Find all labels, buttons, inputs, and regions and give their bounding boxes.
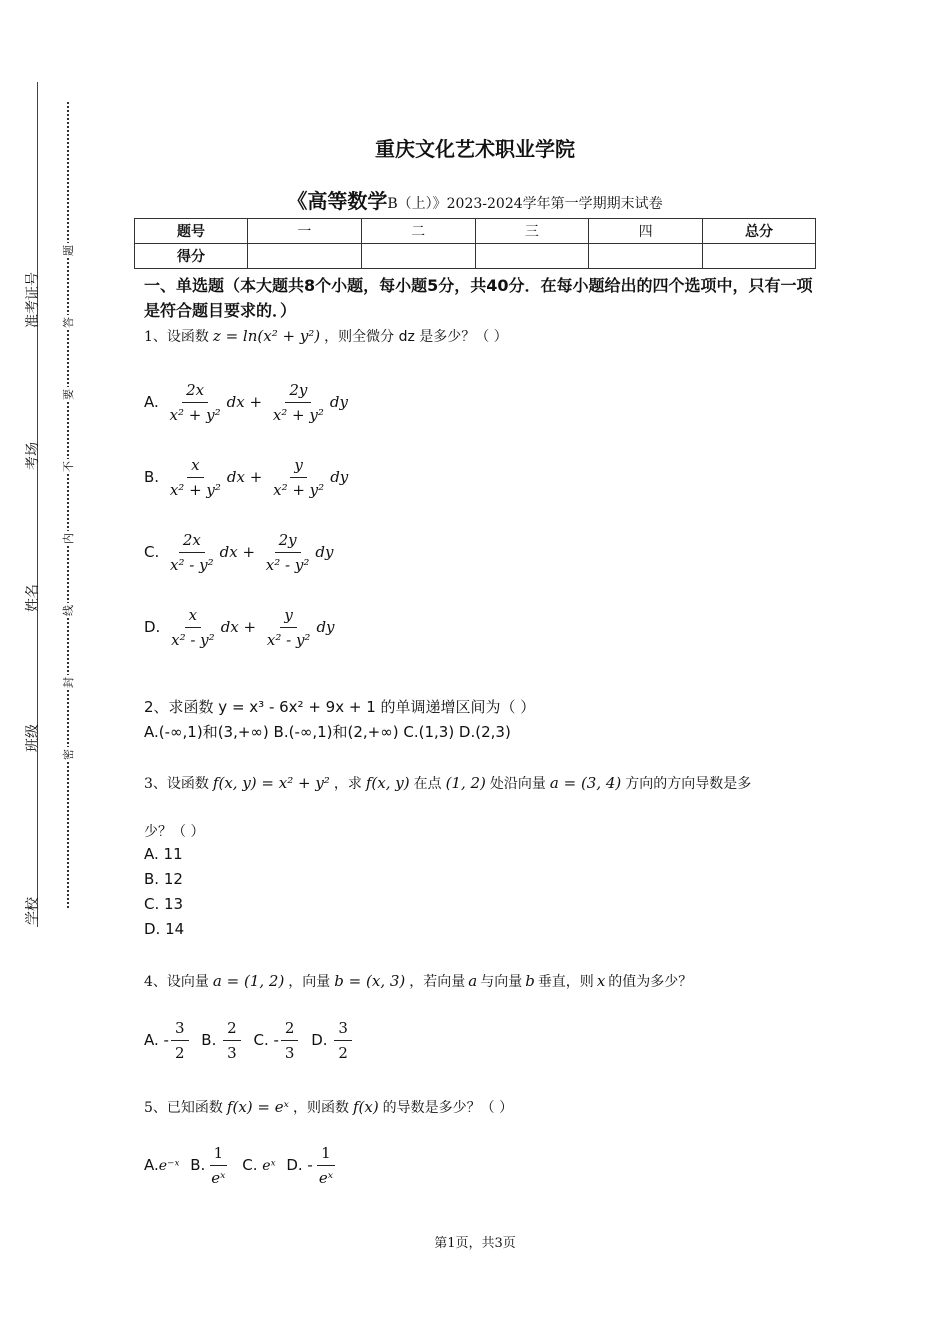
- numerator: 2x: [179, 530, 205, 553]
- denominator: 2: [174, 1044, 185, 1062]
- q4-options: [144, 1018, 354, 1063]
- formula: a: [468, 972, 478, 990]
- formula: b: [525, 972, 535, 990]
- dy: dy: [316, 618, 335, 636]
- formula: f(x) = eˣ: [226, 1098, 289, 1116]
- score-input-cell[interactable]: [589, 244, 703, 269]
- seal-dotted-line: [67, 102, 69, 908]
- q3-option-a[interactable]: A. 11: [144, 845, 183, 863]
- fraction: [281, 1018, 299, 1063]
- denominator: x² - y²: [266, 631, 311, 649]
- text: ，向量: [288, 974, 331, 990]
- q1-formula: z = ln(x² + y²): [212, 327, 321, 345]
- fraction: [269, 380, 328, 425]
- numerator: x: [187, 455, 203, 478]
- score-cell: 一: [248, 219, 362, 244]
- numerator: y: [280, 605, 296, 628]
- text: 与向量: [480, 974, 523, 990]
- text: 的值为多少？: [608, 974, 693, 990]
- denominator: 3: [227, 1044, 237, 1062]
- margin-label-name: 姓名: [25, 584, 41, 612]
- numerator: 2y: [285, 380, 311, 403]
- sign: -: [163, 1031, 169, 1049]
- denominator: x² - y²: [171, 631, 215, 649]
- score-cell: 三: [475, 219, 589, 244]
- fraction: [223, 1018, 241, 1063]
- q3-option-b[interactable]: B. 12: [144, 870, 183, 888]
- option-label: D. -: [286, 1156, 313, 1174]
- fraction: [171, 1018, 189, 1063]
- question-2: 2、求函数 y = x³ - 6x² + 9x + 1 的单调递增区间为（ ）: [144, 698, 536, 716]
- dx: dx +: [219, 543, 256, 561]
- fraction: [262, 530, 314, 575]
- denominator: x² - y²: [170, 556, 214, 574]
- text: ，求: [333, 776, 362, 792]
- seal-char: 答: [62, 317, 75, 328]
- score-input-cell[interactable]: [703, 244, 816, 269]
- formula: (1, 2): [445, 774, 486, 792]
- score-cell: 总分: [703, 219, 816, 244]
- seal-char: 内: [62, 533, 75, 544]
- dx: dx +: [226, 468, 263, 486]
- formula: f(x): [352, 1098, 379, 1116]
- question-3: [144, 773, 751, 793]
- score-cell: 二: [361, 219, 475, 244]
- denominator: eˣ: [318, 1169, 334, 1187]
- formula: x: [596, 972, 606, 990]
- numerator: x: [185, 605, 201, 628]
- q5-option-a[interactable]: [144, 1156, 179, 1174]
- dx: dx +: [220, 618, 257, 636]
- option-label: A.: [144, 393, 159, 411]
- section-heading: 一、单选题（本大题共8个小题，每小题5分，共40分．在每小题给出的四个选项中，只有一项是符合题目要求的．）: [144, 276, 813, 320]
- text: ，则函数: [292, 1100, 349, 1116]
- option-label: C.: [253, 1031, 269, 1049]
- formula: eˣ: [262, 1158, 276, 1174]
- q4-option-c[interactable]: [253, 1019, 300, 1062]
- q1-option-b[interactable]: [144, 455, 348, 500]
- text: 方向的方向导数是多: [625, 776, 752, 792]
- seal-char: 不: [62, 461, 75, 472]
- q5-option-d[interactable]: [286, 1144, 339, 1187]
- q4-option-b[interactable]: [201, 1019, 242, 1062]
- question-5: [144, 1097, 513, 1117]
- seal-char: 线: [62, 605, 75, 616]
- margin-label-school: 学校: [25, 897, 41, 925]
- denominator: 2: [338, 1044, 348, 1062]
- score-input-cell[interactable]: [475, 244, 589, 269]
- formula: a = (1, 2): [212, 972, 285, 990]
- fraction: [263, 605, 315, 650]
- dy: dy: [329, 393, 348, 411]
- q1-option-a[interactable]: [144, 380, 348, 425]
- option-label: B.: [201, 1031, 217, 1049]
- formula: b = (x, 3): [334, 972, 406, 990]
- text: ，若向量: [409, 974, 466, 990]
- page-footer: 第1页，共3页: [434, 1236, 516, 1251]
- score-cell: 四: [589, 219, 703, 244]
- question-4: [144, 971, 692, 991]
- numerator: 1: [210, 1143, 228, 1166]
- fraction: [166, 380, 225, 425]
- numerator: y: [290, 455, 306, 478]
- q1-option-d[interactable]: [144, 605, 335, 650]
- score-input-cell[interactable]: [361, 244, 475, 269]
- dy: dy: [315, 543, 334, 561]
- course-name: 《高等数学: [287, 189, 388, 213]
- exam-subtitle: B（上）》2023-2024学年第一学期期末试卷: [387, 196, 663, 212]
- formula: f(x, y): [365, 774, 410, 792]
- dx: dx +: [226, 393, 263, 411]
- seal-char: 密: [62, 749, 75, 760]
- margin-label-ticket-number: 准考证号: [25, 272, 41, 328]
- denominator: x² - y²: [265, 556, 310, 574]
- margin-label-class: 班级: [25, 724, 41, 752]
- q1-option-c[interactable]: [144, 530, 333, 575]
- text: 5、已知函数: [144, 1100, 223, 1116]
- score-cell: 得分: [135, 244, 248, 269]
- option-label: D.: [311, 1031, 328, 1049]
- denominator: x² + y²: [169, 406, 221, 424]
- option-label: A.: [144, 1156, 159, 1174]
- option-label: A.: [144, 1031, 159, 1049]
- fraction: [269, 455, 328, 500]
- q2-options[interactable]: A.(-∞,1)和(3,+∞) B.(-∞,1)和(2,+∞) C.(1,3) D.(2,3): [144, 723, 511, 741]
- seal-char: 封: [62, 677, 75, 688]
- q3-continuation: 少？（ ）: [144, 824, 205, 840]
- fraction: [166, 455, 225, 500]
- text: 处沿向量: [489, 776, 546, 792]
- denominator: x² + y²: [273, 481, 325, 499]
- numerator: 2: [281, 1018, 299, 1041]
- numerator: 2: [223, 1018, 241, 1041]
- text: 垂直，则: [537, 974, 594, 990]
- formula: a = (3, 4): [549, 774, 622, 792]
- option-label: C.: [242, 1156, 258, 1174]
- denominator: 3: [284, 1044, 295, 1062]
- denominator: x² + y²: [272, 406, 324, 424]
- score-table-score-row: [135, 244, 816, 269]
- text: 的导数是多少？（ ）: [382, 1100, 514, 1116]
- q5-option-b[interactable]: [190, 1144, 231, 1187]
- option-label: B.: [190, 1156, 206, 1174]
- q3-option-d[interactable]: D. 14: [144, 920, 185, 938]
- text: 4、设向量: [144, 974, 209, 990]
- margin-label-exam-room: 考场: [25, 442, 41, 470]
- q1-suffix: ，则全微分 dz 是多少？（ ）: [324, 329, 508, 345]
- text: 3、设函数: [144, 776, 209, 792]
- option-label: C.: [144, 543, 160, 561]
- numerator: 2y: [275, 530, 301, 553]
- dy: dy: [330, 468, 349, 486]
- fraction: [334, 1018, 352, 1063]
- formula: f(x, y) = x² + y²: [212, 774, 330, 792]
- fraction: [315, 1143, 337, 1188]
- q1-prefix: 1、设函数: [144, 329, 209, 345]
- score-table-header-row: [135, 219, 816, 244]
- denominator: x² + y²: [169, 481, 221, 499]
- school-name: 重庆文化艺术职业学院: [375, 137, 575, 161]
- numerator: 3: [171, 1018, 189, 1041]
- option-label: D.: [144, 618, 161, 636]
- denominator: eˣ: [211, 1169, 226, 1187]
- numerator: 1: [317, 1143, 335, 1166]
- seal-char: 要: [62, 389, 75, 400]
- q5-option-c[interactable]: [242, 1156, 275, 1174]
- q4-option-d[interactable]: [311, 1019, 354, 1062]
- seal-char: 题: [62, 245, 75, 256]
- q4-option-a[interactable]: [144, 1019, 191, 1062]
- numerator: 3: [334, 1018, 352, 1041]
- option-label: B.: [144, 468, 160, 486]
- q3-option-c[interactable]: C. 13: [144, 895, 184, 913]
- fraction: [207, 1143, 229, 1188]
- score-table: [134, 218, 816, 269]
- fraction: [166, 530, 218, 575]
- formula: e⁻ˣ: [158, 1158, 180, 1174]
- score-cell: 题号: [135, 219, 248, 244]
- fraction: [167, 605, 219, 650]
- exam-title: [0, 185, 950, 214]
- numerator: 2x: [182, 380, 208, 403]
- q5-options: [144, 1143, 339, 1188]
- question-1: [144, 326, 508, 346]
- score-input-cell[interactable]: [248, 244, 362, 269]
- sign: -: [273, 1031, 279, 1049]
- text: 在点: [413, 776, 442, 792]
